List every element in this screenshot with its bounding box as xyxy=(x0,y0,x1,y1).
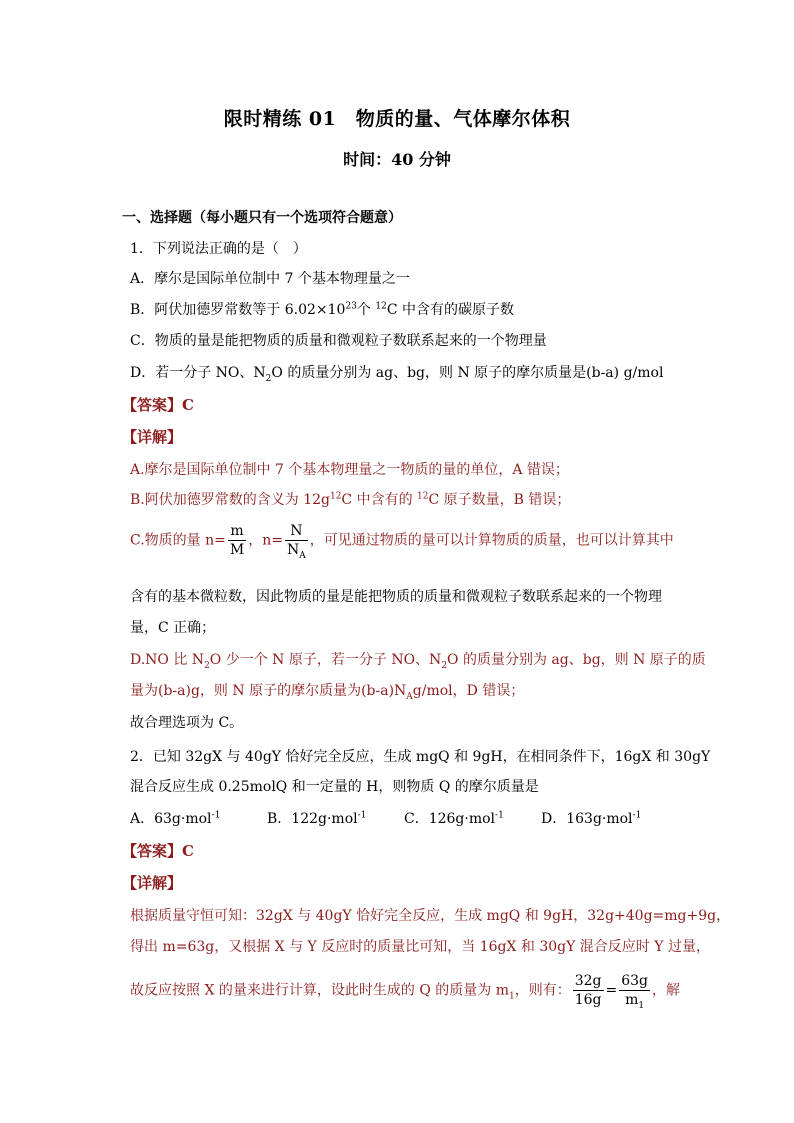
explanation-conclusion: 故合理选项为 C。 xyxy=(130,715,244,731)
question-2-option-b: B．122g·mol$^{-1}$ xyxy=(267,810,367,827)
question-1-answer: 【答案】C xyxy=(122,396,194,414)
question-1-detail-label: 【详解】 xyxy=(122,428,183,446)
explanation-c: C.物质的量 n= $\frac{m}{M}$ ，n= $\frac{N}{N_A}$ ，可见通过物质的量可以计算物质的质量，也可以计算其中 xyxy=(130,523,674,561)
explanation-b: B.阿伏加德罗常数的含义为 $12g^{12}C$ 中含有的 $^{12}$C 原子数量，B 错误； xyxy=(130,491,571,508)
question-1-option-a: A．摩尔是国际单位制中 7 个基本物理量之一 xyxy=(130,271,410,287)
question-2-option-d: D．163g·mol$^{-1}$ xyxy=(541,810,642,827)
question-2-explanation-line-1: 根据质量守恒可知：32gX 与 40gY 恰好完全反应，生成 mgQ 和 9gH，32g+40g=mg+9g， xyxy=(130,908,731,924)
time-limit: 时间：40 分钟 xyxy=(343,150,451,169)
question-2-explanation-line-2: 得出 m=63g，又根据 X 与 Y 反应时的质量比可知，当 16gX 和 30gY 混合反应时 Y 过量， xyxy=(130,939,710,955)
question-1-option-b: B．阿伏加德罗常数等于 $6.02\times 10^{23}$个 $^{12}$C 中含有的碳原子数 xyxy=(130,301,514,318)
question-2-detail-label: 【详解】 xyxy=(122,874,183,892)
question-2-option-c: C．126g·mol$^{-1}$ xyxy=(404,810,504,827)
explanation-a: A.摩尔是国际单位制中 7 个基本物理量之一物质的量的单位，A 错误； xyxy=(130,462,569,478)
question-2-explanation-line-3: 故反应按照 X 的量来进行计算，设此时生成的 Q 的质量为 $m_1$，则有： $\frac{32g}{16g}$ = $\frac{63g}{m_1}$ ，解 xyxy=(130,973,681,1011)
page-title: 限时精练 01 物质的量、气体摩尔体积 xyxy=(223,108,571,130)
explanation-c-line-2: 含有的基本微粒数，因此物质的量是能把物质的质量和微观粒子数联系起来的一个物理 xyxy=(130,589,662,605)
section-heading: 一、选择题（每小题只有一个选项符合题意） xyxy=(122,210,402,226)
fraction-N-over-NA: $\frac{N}{N_A}$ xyxy=(286,523,306,561)
fraction-32g-over-16g: $\frac{32g}{16g}$ xyxy=(574,973,602,1008)
question-1-stem: 1．下列说法正确的是（ ） xyxy=(130,241,307,257)
fraction-m-over-M: $\frac{m}{M}$ xyxy=(229,523,245,558)
explanation-d: D.NO 比 $N_2O$ 少一个 N 原子，若一分子 NO、$N_2O$ 的质量分别为 ag、bg，则 N 原子的质 xyxy=(130,652,706,671)
question-2-stem-line-1: 2．已知 32gX 与 40gY 恰好完全反应，生成 mgQ 和 9gH，在相同条件下，16gX 和 30gY xyxy=(130,749,711,765)
question-2-options xyxy=(130,808,641,828)
explanation-d-line-2: 量为(b-a)g，则 N 原子的摩尔质量为$(b-a)N_Ag$/mol，D 错误； xyxy=(130,683,525,702)
explanation-c-line-3: 量，C 正确； xyxy=(130,620,216,636)
question-1-option-c: C．物质的量是能把物质的质量和微观粒子数联系起来的一个物理量 xyxy=(130,333,547,349)
question-2-answer: 【答案】C xyxy=(122,842,194,860)
question-2-stem-line-2: 混合反应生成 0.25molQ 和一定量的 H，则物质 Q 的摩尔质量是 xyxy=(130,779,539,795)
question-1-option-d: D．若一分子 NO、$N_2O$ 的质量分别为 ag、bg，则 N 原子的摩尔质量是(b-a) g/mol xyxy=(130,365,664,384)
fraction-63g-over-m1: $\frac{63g}{m_1}$ xyxy=(621,973,649,1011)
question-2-option-a: A．63g·mol$^{-1}$ xyxy=(130,810,221,827)
